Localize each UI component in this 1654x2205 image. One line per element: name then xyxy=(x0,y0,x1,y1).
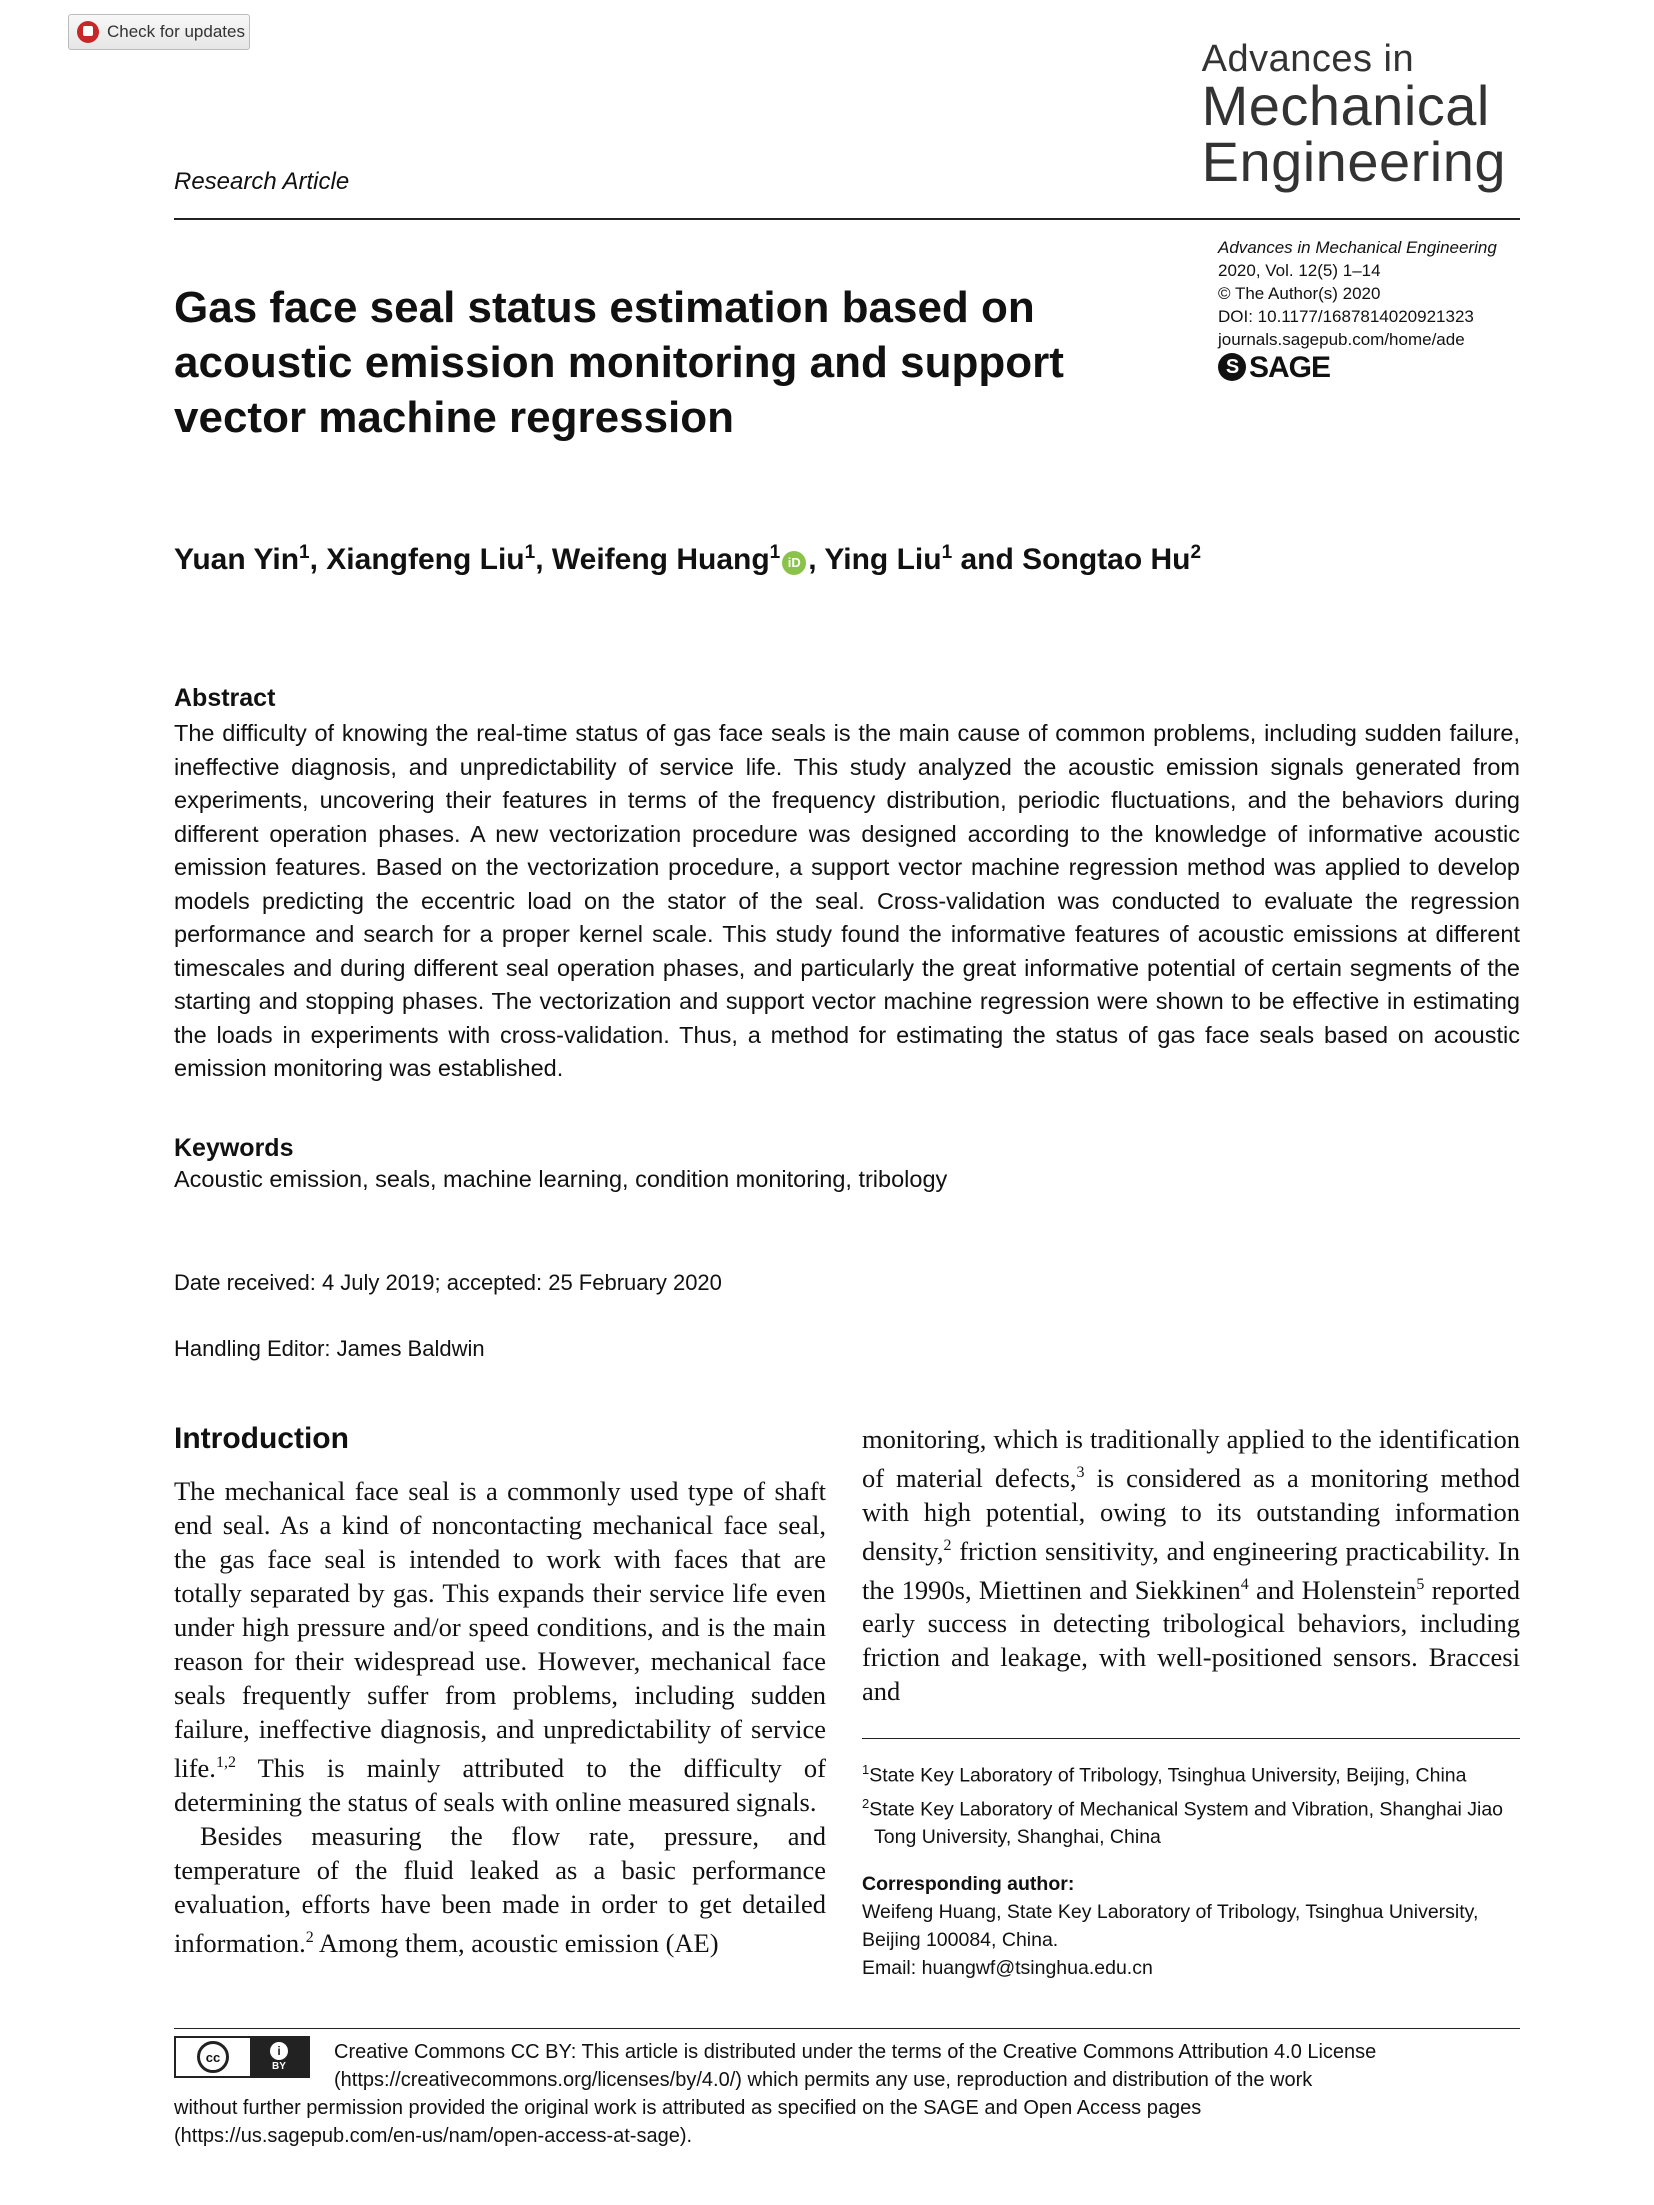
text-run: This is mainly attributed to the difficulty of determining the status of seals with online measured signals. xyxy=(174,1752,826,1817)
author-affil-ref: 1 xyxy=(769,542,781,563)
meta-doi[interactable]: DOI: 10.1177/1687814020921323 xyxy=(1218,307,1474,326)
by-label: BY xyxy=(272,2061,286,2072)
journal-meta xyxy=(1218,236,1497,384)
affiliation-text: State Key Laboratory of Tribology, Tsinghua University, Beijing, China xyxy=(869,1764,1467,1787)
citation-ref[interactable]: 1,2 xyxy=(215,1754,236,1771)
sage-s-icon: S xyxy=(1218,353,1246,381)
corresponding-author xyxy=(862,1870,1520,1982)
affiliation-2 xyxy=(862,1790,1520,1824)
body-column-left xyxy=(174,1474,826,1960)
license-rule xyxy=(174,2028,1520,2029)
intro-paragraph-continued xyxy=(862,1422,1520,1708)
handling-editor: Handling Editor: James Baldwin xyxy=(174,1336,485,1361)
intro-paragraph-2 xyxy=(174,1819,826,1960)
text-run: is considered as a monitoring method with high potential, owing to its outstanding information density, xyxy=(862,1462,1521,1566)
meta-copyright: © The Author(s) 2020 xyxy=(1218,284,1381,303)
author-affil-ref: 1 xyxy=(524,542,536,563)
author-name: Yuan Yin xyxy=(174,543,300,576)
author-affil-ref: 1 xyxy=(941,542,953,563)
keywords-heading: Keywords xyxy=(174,1134,294,1162)
corresponding-line-2: Beijing 100084, China. xyxy=(862,1929,1059,1951)
text-run: friction sensitivity, and engineering practicability. In the 1990s, Miettinen and Siekkinen xyxy=(862,1535,1520,1605)
crossmark-icon xyxy=(77,21,99,43)
author-name: Xiangfeng Liu xyxy=(326,543,525,576)
body-column-right xyxy=(862,1422,1520,1708)
affiliation-1 xyxy=(862,1756,1520,1790)
author-name: Weifeng Huang xyxy=(551,543,770,576)
intro-paragraph-1 xyxy=(174,1474,826,1819)
affiliation-text: State Key Laboratory of Mechanical System and Vibration, Shanghai Jiao xyxy=(869,1798,1504,1820)
header-rule xyxy=(174,218,1520,220)
corresponding-line-1: Weifeng Huang, State Key Laboratory of Tribology, Tsinghua University, xyxy=(862,1901,1479,1923)
license-line-3: without further permission provided the original work is attributed as specified on the SAGE and Open Access pages xyxy=(174,2097,1202,2119)
affiliation-2-continued: Tong University, Shanghai, China xyxy=(874,1826,1161,1848)
author-name: Ying Liu xyxy=(824,543,942,576)
author-affil-ref: 2 xyxy=(1190,542,1202,563)
author-separator: , xyxy=(808,543,825,576)
corresponding-email[interactable]: Email: huangwf@tsinghua.edu.cn xyxy=(862,1957,1153,1979)
sage-logo xyxy=(1218,350,1497,384)
brand-line-2: Mechanical xyxy=(1201,74,1490,137)
footnote-rule xyxy=(862,1738,1520,1739)
text-run: and Holenstein xyxy=(1248,1574,1417,1605)
author-separator: , xyxy=(535,543,552,576)
meta-url[interactable]: journals.sagepub.com/home/ade xyxy=(1218,330,1465,349)
meta-volume: 2020, Vol. 12(5) 1–14 xyxy=(1218,261,1381,280)
check-for-updates-button[interactable] xyxy=(68,14,250,50)
author-list xyxy=(174,542,1201,577)
text-run: The mechanical face seal is a commonly used type of shaft end seal. As a kind of noncontacting mechanical face seal, the gas face seal is intended to work with faces that are totally separated by gas. This expands their service life even under high pressure and/or speed conditions, and is the main reason for their widespread use. However, mechanical face seals frequently suffer from problems, including sudden failure, ineffective diagnosis, and unpredictability of service life. xyxy=(174,1476,826,1783)
author-name: Songtao Hu xyxy=(1022,543,1191,576)
text-run: reported early success in detecting tribological behaviors, including friction and leakage, with well-positioned sensors. Braccesi and xyxy=(862,1574,1520,1707)
brand-line-1: Advances in xyxy=(1201,38,1415,80)
affiliation-marker: 1 xyxy=(862,1762,870,1777)
attribution-icon: i xyxy=(270,2042,288,2060)
citation-ref[interactable]: 3 xyxy=(1076,1464,1085,1481)
citation-ref[interactable]: 2 xyxy=(305,1928,314,1946)
paper-title: Gas face seal status estimation based on acoustic emission monitoring and support vector machine regression xyxy=(174,283,1064,442)
corresponding-heading: Corresponding author: xyxy=(862,1873,1075,1895)
license-line-2[interactable]: (https://creativecommons.org/licenses/by/4.0/) which permits any use, reproduction and distribution of the work xyxy=(334,2069,1313,2091)
text-run: Besides measuring the flow rate, pressure, and temperature of the fluid leaked as a basic performance evaluation, efforts have been made in order to get detailed information. xyxy=(174,1820,826,1958)
author-and: and xyxy=(952,543,1023,576)
author-separator: , xyxy=(309,543,327,576)
brand-line-3: Engineering xyxy=(1201,130,1506,193)
affiliation-marker: 2 xyxy=(862,1795,870,1811)
author-affil-ref: 1 xyxy=(299,542,310,563)
affiliations xyxy=(862,1756,1520,1851)
citation-ref[interactable]: 2 xyxy=(943,1536,952,1554)
citation-ref[interactable]: 4 xyxy=(1240,1575,1249,1593)
journal-logo xyxy=(1201,38,1506,193)
sage-wordmark: SAGE xyxy=(1249,350,1331,384)
text-run: monitoring, which is traditionally applied to the identification of material defects, xyxy=(862,1424,1520,1493)
license-text xyxy=(174,2038,1520,2150)
meta-journal: Advances in Mechanical Engineering xyxy=(1218,238,1497,257)
introduction-heading: Introduction xyxy=(174,1422,349,1455)
license-line-1: Creative Commons CC BY: This article is distributed under the terms of the Creative Commons Attribution 4.0 License xyxy=(334,2041,1377,2063)
abstract-heading: Abstract xyxy=(174,684,276,712)
abstract-text: The difficulty of knowing the real-time status of gas face seals is the main cause of common problems, including sudden failure, ineffective diagnosis, and unpredictability of service life. This study analyzed the acoustic emission signals generated from experiments, uncovering their features in terms of the frequency distribution, periodic fluctuations, and the behaviors during different operation phases. A new vectorization procedure was designed according to the knowledge of informative acoustic emission features. Based on the vectorization procedure, a support vector machine regression method was applied to develop models predicting the eccentric load on the stator of the seal. Cross-validation was conducted to evaluate the regression performance and search for a proper kernel scale. This study found the informative features of acoustic emissions at different timescales and during different seal operation phases, and particularly the great informative potential of certain segments of the starting and stopping phases. The vectorization and support vector machine regression were shown to be effective in estimating the loads in experiments with cross-validation. Thus, a method for estimating the status of gas face seals based on acoustic emission monitoring was established. xyxy=(174,720,1520,1081)
text-run: Among them, acoustic emission (AE) xyxy=(313,1927,719,1958)
license-line-4[interactable]: (https://us.sagepub.com/en-us/nam/open-access-at-sage). xyxy=(174,2125,693,2147)
article-type: Research Article xyxy=(174,168,350,195)
orcid-icon[interactable]: iD xyxy=(782,551,806,575)
keywords-text: Acoustic emission, seals, machine learning, condition monitoring, tribology xyxy=(174,1166,948,1192)
cc-icon: cc xyxy=(197,2041,229,2073)
check-for-updates-label: Check for updates xyxy=(107,22,245,41)
citation-ref[interactable]: 5 xyxy=(1416,1575,1425,1593)
dates-received-accepted: Date received: 4 July 2019; accepted: 25 February 2020 xyxy=(174,1270,722,1295)
